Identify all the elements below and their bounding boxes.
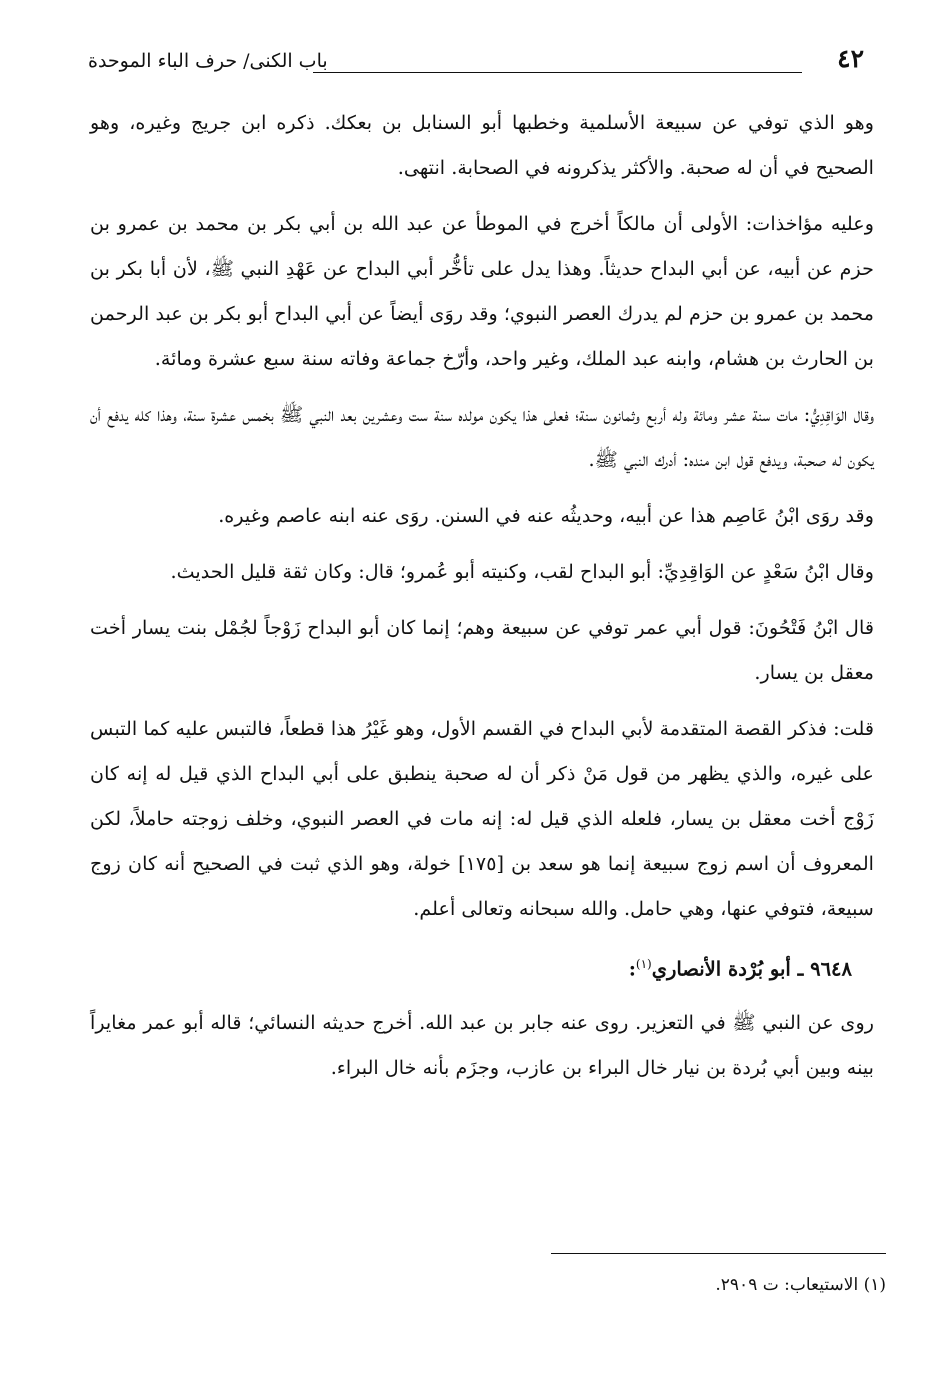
paragraph: وعليه مؤاخذات: الأولى أن مالكاً أخرج في الموطأ عن عبد الله بن أبي بكر بن محمد بن عمرو بن حزم عن أبيه، عن أبي البداح حديثاً. وهذا يدل على تأخُّر أبي البداح عن عَهْدِ النبي ﷺ، لأن أبا بكر بن محمد بن عمرو بن حزم لم يدرك العصر النبوي؛ وقد روَى أيضاً عن أبي البداح أبو بكر بن عبد الرحمن بن الحارث بن هشام، وابنه عبد الملك، وغير واحد، وأرّخ جماعة وفاته سنة سبع عشرة ومائة. (90, 212, 874, 370)
header-rule (313, 72, 802, 73)
footnote-reference[interactable]: (١) (635, 957, 652, 971)
footnote-rule (551, 1253, 886, 1254)
paragraph: قال ابْنُ فَتْحُونَ: قول أبي عمر توفي عن سبيعة وهم؛ إنما كان أبو البداح زَوْجاً لجُمْل بنت يسار أخت معقل بن يسار. (90, 616, 874, 684)
page-body (90, 100, 874, 1101)
paragraph: وهو الذي توفي عن سبيعة الأسلمية وخطبها أبو السنابل بن بعكك. ذكره ابن جريج وغيره، وهو الصحيح في أن له صحبة. والأكثر يذكرونه في الصحابة. انتهى. (90, 111, 874, 179)
paragraph: وقد روَى ابْنُ عَاصِم هذا عن أبيه، وحديثُه عنه في السنن. روَى عنه ابنه عاصم وغيره. (218, 504, 874, 527)
entry-heading-suffix: : (628, 957, 636, 981)
page-header (88, 44, 864, 80)
entry-text: روى عن النبي ﷺ في التعزير. روى عنه جابر بن عبد الله. أخرج حديثه النسائي؛ قاله أبو عمر مغايراً بينه وبين أبي بُردة بن نيار خال البراء بن عازب، وجزَم بأنه خال البراء. (90, 1010, 874, 1079)
paragraph: وقال ابْنُ سَعْدٍ عن الوَاقِدِيِّ: أبو البداح لقب، وكنيته أبو عُمرو؛ قال: وكان ثقة قليل الحديث. (170, 560, 874, 583)
running-title: باب الكنى/ حرف الباء الموحدة (88, 50, 328, 72)
entry-heading (90, 942, 874, 992)
entry-heading-text: ٩٦٤٨ ـ أبو بُرْدة الأنصاري (651, 957, 852, 981)
footnote: (١) الاستيعاب: ت ٢٩٠٩. (715, 1275, 886, 1295)
page-number: ٤٢ (837, 44, 864, 73)
paragraph: وقال الوَاقِدِيُّ: مات سنة عشر ومائة وله أربع وثمانون سنة؛ فعلى هذا يكون مولده سنة ست وعشرين بعد النبي ﷺ بخمس عشرة سنة، وهذا كله يدفع أن يكون له صحبة، ويدفع قول ابن منده: أدرك النبي ﷺ. (90, 403, 874, 471)
paragraph: قلت: فذكر القصة المتقدمة لأبي البداح في القسم الأول، وهو غَيْرُ هذا قطعاً، فالتبس عليه كما التبس على غيره، والذي يظهر من قول مَنْ ذكر أن له صحبة ينطبق على أبي البداح الذي قيل له إنه كان زَوْج أخت معقل بن يسار، فلعله الذي قيل له: إنه مات في العصر النبوي، وخلف زوجته حاملاً، لكن المعروف أن اسم زوج سبيعة إنما هو سعد بن [١٧٥] خولة، وهو الذي ثبت في الصحيح أنه كان زوج سبيعة، فتوفي عنها، وهي حامل. والله سبحانه وتعالى أعلم. (90, 717, 874, 920)
